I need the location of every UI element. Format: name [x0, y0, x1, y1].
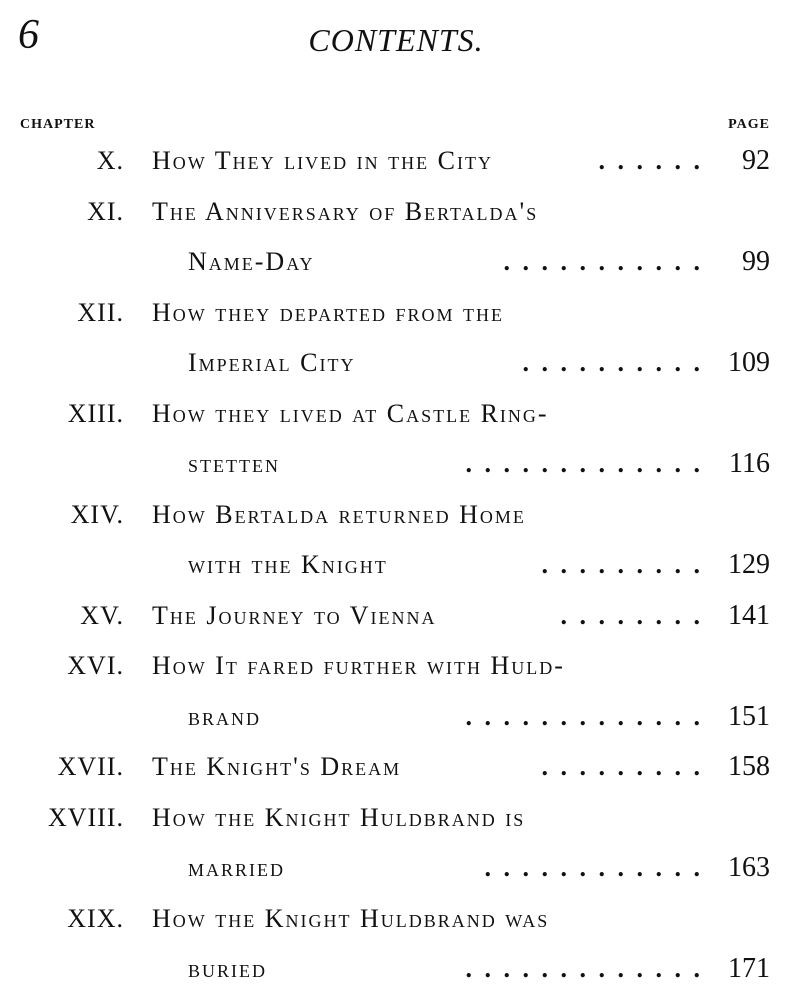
chapter-title: brand: [188, 701, 262, 731]
page-ref: 99: [742, 246, 770, 277]
leader-dots: . . . . . . . . . . .: [503, 247, 700, 276]
leader-dots: . . . . . . . . . . . . .: [465, 449, 700, 478]
leader-dots: . . . . . . . .: [560, 600, 700, 630]
chapter-title: The Anniversary of Bertalda's: [152, 196, 539, 226]
page-column-label: PAGE: [728, 117, 770, 132]
leader-dots: . . . . . . . . . . . .: [484, 853, 700, 882]
page-ref: 163: [728, 852, 770, 883]
leader-dots: . . . . . . . . .: [541, 550, 700, 579]
toc-line: [0, 897, 792, 941]
chapter-title: How the Knight Huldbrand is: [152, 802, 526, 832]
chapter-number: XV.: [80, 600, 124, 630]
chapter-title: How they lived at Castle Ring-: [152, 398, 549, 428]
page-number: 6: [18, 12, 39, 58]
leader-dots: . . . . . . . . . .: [522, 348, 700, 377]
leader-dots: . . . . . . . . .: [541, 752, 700, 781]
chapter-title: Name-Day: [188, 247, 315, 276]
chapter-title: with the Knight: [188, 550, 388, 579]
chapter-number: XI.: [87, 196, 124, 226]
toc-line: [0, 644, 792, 688]
toc-line: [0, 190, 792, 234]
page-ref: 141: [728, 599, 770, 631]
chapter-title: How they departed from the: [152, 297, 505, 327]
chapter-number: XVI.: [67, 651, 124, 680]
page-ref: 92: [742, 145, 770, 176]
toc-line: [0, 291, 792, 335]
chapter-title: The Knight's Dream: [152, 752, 402, 781]
toc-line: [0, 240, 792, 284]
chapter-title: How It fared further with Huld-: [152, 651, 565, 680]
page-ref: 129: [728, 549, 770, 580]
chapter-title: How They lived in the City: [152, 146, 493, 175]
chapter-title: How Bertalda returned Home: [152, 499, 526, 529]
chapter-number: XIV.: [70, 499, 124, 529]
leader-dots: . . . . . . . . . . . . .: [465, 701, 700, 731]
chapter-number: X.: [96, 146, 124, 175]
toc-line: [0, 695, 792, 739]
running-head: CONTENTS.: [308, 22, 484, 58]
chapter-title: married: [188, 853, 286, 882]
chapter-number: XII.: [77, 297, 124, 327]
chapter-column-label: CHAPTER: [20, 117, 96, 132]
page-ref: 158: [728, 751, 770, 782]
leader-dots: . . . . . .: [598, 146, 700, 175]
toc-line: [0, 947, 792, 991]
chapter-number: XIII.: [67, 398, 124, 428]
chapter-number: XIX.: [67, 903, 124, 933]
toc-line: [0, 392, 792, 436]
page-ref: 109: [728, 347, 770, 378]
chapter-title: buried: [188, 954, 267, 983]
page-ref: 171: [728, 953, 770, 984]
chapter-number: XVII.: [57, 752, 124, 781]
toc-line: [0, 745, 792, 789]
toc-line: [0, 594, 792, 638]
page-ref: 151: [728, 700, 770, 732]
toc-line: [0, 493, 792, 537]
page-ref: 116: [729, 448, 770, 479]
chapter-title: How the Knight Huldbrand was: [152, 903, 550, 933]
toc-line: [0, 442, 792, 486]
chapter-title: stetten: [188, 449, 280, 478]
toc-line: [0, 139, 792, 183]
toc-line: [0, 543, 792, 587]
chapter-title: Imperial City: [188, 348, 356, 377]
leader-dots: . . . . . . . . . . . . .: [465, 954, 700, 983]
chapter-number: XVIII.: [47, 802, 124, 832]
toc-line: [0, 846, 792, 890]
toc-line: [0, 341, 792, 385]
chapter-title: The Journey to Vienna: [152, 600, 437, 630]
toc-line: [0, 796, 792, 840]
